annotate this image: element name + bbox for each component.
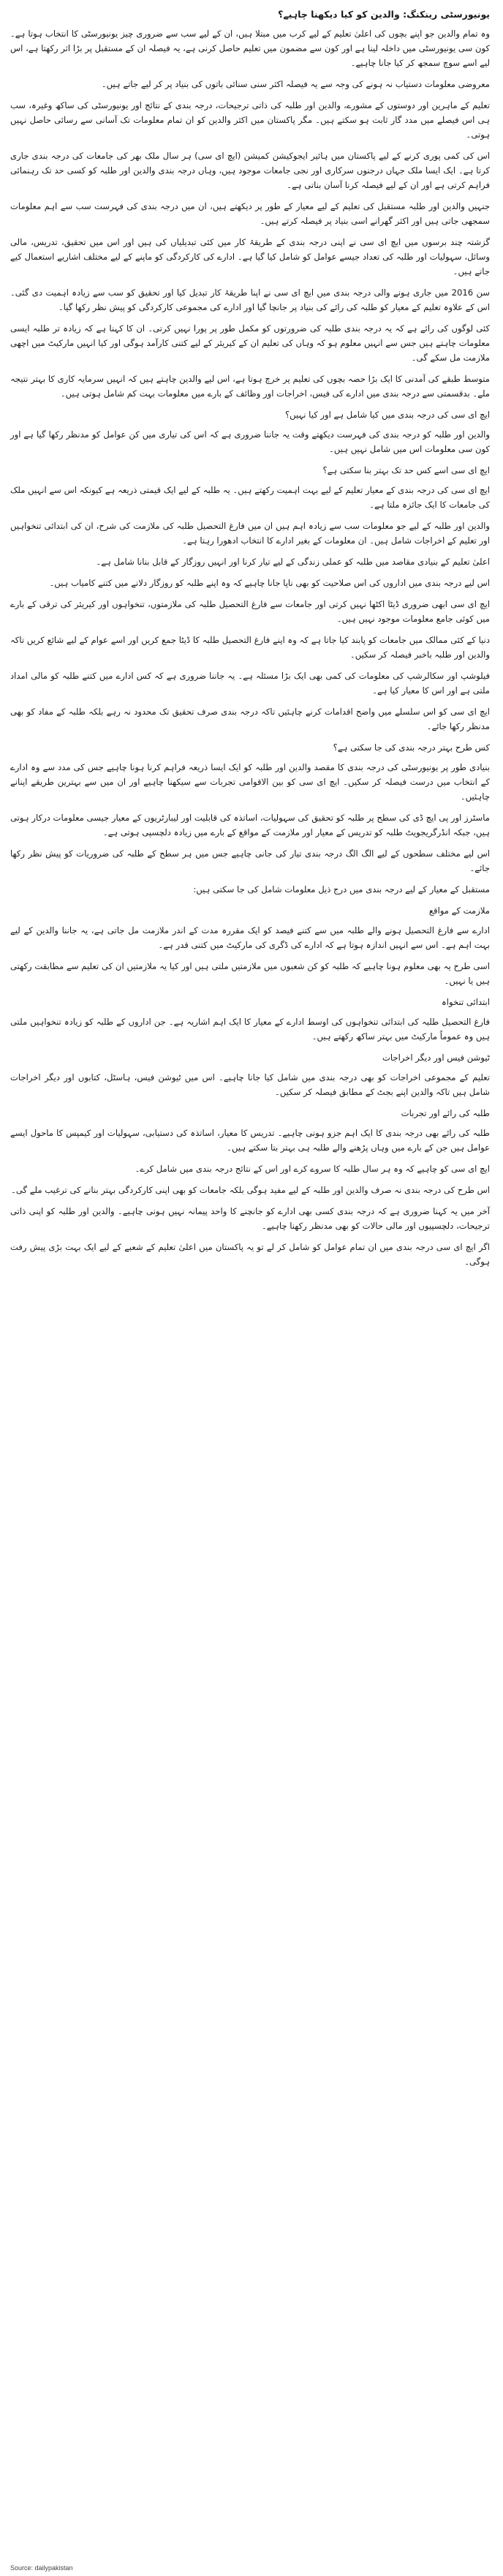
article-paragraph: مستقبل کے معیار کے لیے درجہ بندی میں درج ذیل معلومات شامل کی جا سکتی ہیں: bbox=[193, 884, 490, 895]
article-paragraph: ایچ ای سی کو اس سلسلے میں واضح اقدامات کرنے چاہئیں تاکہ درجہ بندی صرف تحقیق تک محدود نہ رہے بلکہ طلبہ کے مفاد کو بھی مدنظر رکھا جائے۔ bbox=[10, 707, 490, 731]
article-paragraph: سن 2016 میں جاری ہونے والی درجہ بندی میں ایچ ای سی نے اپنا طریقۂ کار تبدیل کیا اور تحقیق کو سب سے زیادہ اہمیت دی گئی۔ اس کے علاوہ تعلیم کے معیار کو طلبہ کی رائے کی بنیاد پر جانچا گیا اور ادارے کی مجموعی کارکردگی کو پیش نظر رکھا گیا۔ bbox=[10, 287, 490, 312]
section-heading: ایچ ای سی کی درجہ بندی میں کیا شامل ہے اور کیا نہیں؟ bbox=[285, 410, 490, 420]
article-paragraph: متوسط طبقے کی آمدنی کا ایک بڑا حصہ بچوں کی تعلیم پر خرچ ہوتا ہے، اس لیے والدین چاہتے ہیں کہ انہیں سرمایہ کاری کا بہتر نتیجہ ملے۔ بدقسمتی سے درجہ بندی میں ادارے کی فیس، اخراجات اور وظائف کے بارے میں معلومات بہت کم شامل ہوتی ہیں۔ bbox=[10, 374, 490, 399]
article-paragraph: اگر ایچ ای سی درجہ بندی میں ان تمام عوامل کو شامل کر لے تو یہ پاکستان میں اعلیٰ تعلیم کے شعبے کے لیے ایک بہت بڑی پیش رفت ہوگی۔ bbox=[10, 1242, 490, 1267]
section-heading: ابتدائی تنخواہ bbox=[441, 997, 490, 1007]
article-paragraph: اعلیٰ تعلیم کے بنیادی مقاصد میں طلبہ کو عملی زندگی کے لیے تیار کرنا اور انہیں روزگار کے قابل بنانا شامل ہے۔ bbox=[96, 557, 490, 567]
section-heading: طلبہ کی رائے اور تجربات bbox=[401, 1108, 490, 1118]
article-paragraph: اسی طرح یہ بھی معلوم ہونا چاہیے کہ طلبہ کو کن شعبوں میں ملازمتیں ملتی ہیں اور کیا یہ ملازمتیں ان کی تعلیم سے مطابقت رکھتی ہیں یا نہیں۔ bbox=[10, 961, 490, 986]
article-paragraph: ایچ ای سی کی درجہ بندی کے معیار تعلیم کے لیے بہت اہمیت رکھتے ہیں۔ یہ طلبہ کے لیے ایک قیمتی ذریعہ ہے کیونکہ اس سے انہیں ملک کی جامعات کا ایک جائزہ ملتا ہے۔ bbox=[10, 485, 490, 510]
article-paragraph: وہ تمام والدین جو اپنے بچوں کی اعلیٰ تعلیم کے لیے کرب میں مبتلا ہیں، ان کے لیے سب سے ضروری چیز یونیورسٹی کا انتخاب ہوتا ہے۔ کون سی یونیورسٹی میں داخلہ لینا ہے اور کون سے مضمون میں تعلیم حاصل کرنی ہے، یہ فیصلہ ان کے مستقبل پر بڑا اثر رکھتا ہے، اس لیے اسے سوچ سمجھ کر کیا جانا چاہیے۔ bbox=[10, 29, 490, 68]
article-paragraph: ماسٹرز اور پی ایچ ڈی کی سطح پر طلبہ کو تحقیق کی سہولیات، اساتذہ کی قابلیت اور لیبارٹریوں کے معیار جیسی معلومات درکار ہوتی ہیں، جبکہ انڈرگریجویٹ طلبہ کو تدریس کے معیار اور ملازمت کے مواقع کے بارے میں زیادہ دلچسپی ہوتی ہے۔ bbox=[10, 813, 490, 837]
article-paragraph: اس کی کمی پوری کرنے کے لیے پاکستان میں ہائیر ایجوکیشن کمیشن (ایچ ای سی) ہر سال ملک بھر کی جامعات کی درجہ بندی جاری کرتا ہے۔ ایک ایسا ملک جہاں درجنوں سرکاری اور نجی جامعات موجود ہیں، وہاں درجہ بندی والدین اور طلبہ کو کسی حد تک رہنمائی فراہم کرتی ہے اور ان کے لیے فیصلہ کرنا آسان بناتی ہے۔ bbox=[10, 151, 490, 190]
section-heading: کس طرح بہتر درجہ بندی کی جا سکتی ہے؟ bbox=[333, 742, 490, 753]
article-paragraph: اس لیے درجہ بندی میں اداروں کی اس صلاحیت کو بھی ناپا جانا چاہیے کہ وہ اپنے طلبہ کو روزگار دلانے میں کتنے کامیاب ہیں۔ bbox=[49, 578, 490, 588]
article-paragraph: والدین اور طلبہ کو درجہ بندی کی فہرست دیکھتے وقت یہ جاننا ضروری ہے کہ اس کی تیاری میں کن عوامل کو مدنظر رکھا گیا ہے اور کون سی معلومات اس میں شامل نہیں ہیں۔ bbox=[10, 429, 490, 454]
article-paragraph: والدین اور طلبہ کے لیے جو معلومات سب سے زیادہ اہم ہیں ان میں فارغ التحصیل طلبہ کی ملازمت کی شرح، ان کی ابتدائی تنخواہیں اور تعلیم کے اخراجات شامل ہیں۔ ان معلومات کے بغیر ادارے کا انتخاب ادھورا رہتا ہے۔ bbox=[10, 521, 490, 546]
article-paragraph: طلبہ کی رائے بھی درجہ بندی کا ایک اہم جزو ہونی چاہیے۔ تدریس کا معیار، اساتذہ کی دستیابی، سہولیات اور کیمپس کا ماحول ایسے عوامل ہیں جن کے بارے میں وہاں پڑھنے والے طلبہ ہی بہتر بتا سکتے ہیں۔ bbox=[10, 1128, 490, 1153]
article-paragraph: ادارے سے فارغ التحصیل ہونے والے طلبہ میں سے کتنے فیصد کو ایک مقررہ مدت کے اندر ملازمت مل جاتی ہے، یہ جاننا والدین کے لیے بہت اہم ہے۔ اس سے انہیں اندازہ ہوتا ہے کہ ادارے کی ڈگری کی مارکیٹ میں کتنی قدر ہے۔ bbox=[10, 925, 490, 950]
article-paragraph: تعلیم کے ماہرین اور دوستوں کے مشورے، والدین اور طلبہ کی ذاتی ترجیحات، درجہ بندی کے نتائج اور یونیورسٹی کی ساکھ وغیرہ، سب ہی اس فیصلے میں مدد گار ثابت ہو سکتے ہیں۔ مگر پاکستان میں اکثر والدین کو ان تمام معلومات تک آسانی سے رسائی حاصل نہیں ہوتی۔ bbox=[10, 100, 490, 140]
article-paragraph: بنیادی طور پر یونیورسٹی کی درجہ بندی کا مقصد والدین اور طلبہ کو ایک ایسا ذریعہ فراہم کرنا ہونا چاہیے جس کی مدد سے وہ ادارے کے انتخاب میں درست فیصلہ کر سکیں۔ ایچ ای سی کو بین الاقوامی تجربات سے سیکھنا چاہیے اور ان میں سے بہترین طریقے اپنانے چاہئیں۔ bbox=[10, 762, 490, 802]
article-paragraph: ایچ ای سی کو چاہیے کہ وہ ہر سال طلبہ کا سروے کرے اور اس کے نتائج درجہ بندی میں شامل کرے۔ bbox=[135, 1164, 490, 1174]
article-paragraph: فیلوشپ اور سکالرشپ کی معلومات کی کمی بھی ایک بڑا مسئلہ ہے۔ یہ جاننا ضروری ہے کہ کس ادارے میں کتنے طلبہ کو مالی امداد ملتی ہے اور اس کا معیار کیا ہے۔ bbox=[10, 671, 490, 696]
article-paragraph: فارغ التحصیل طلبہ کی ابتدائی تنخواہوں کی اوسط ادارے کے معیار کا ایک اہم اشاریہ ہے۔ جن اداروں کے طلبہ کو زیادہ تنخواہیں ملتی ہیں وہ عموماً مارکیٹ میں بہتر ساکھ رکھتے ہیں۔ bbox=[10, 1017, 490, 1042]
source-credit: Source: dailypakistan bbox=[10, 2564, 73, 2572]
article-paragraph: گزشتہ چند برسوں میں ایچ ای سی نے اپنی درجہ بندی کے طریقۂ کار میں کئی تبدیلیاں کی ہیں اور اس میں تحقیق، تدریس، مالی وسائل، سہولیات اور طلبہ کی تعداد جیسے عوامل کو شامل کیا گیا ہے۔ ادارے کی کارکردگی کو ماپنے کے لیے مختلف اشاریے استعمال کیے جاتے ہیں۔ bbox=[10, 237, 490, 276]
article-paragraph: تعلیم کے مجموعی اخراجات کو بھی درجہ بندی میں شامل کیا جانا چاہیے۔ اس میں ٹیوشن فیس، ہاسٹل، کتابوں اور دیگر اخراجات شامل ہیں تاکہ والدین اپنے بجٹ کے مطابق فیصلہ کر سکیں۔ bbox=[10, 1072, 490, 1097]
article-body bbox=[10, 26, 490, 1269]
article-title: یونیورسٹی رینکنگ: والدین کو کیا دیکھنا چاہیے؟ bbox=[278, 9, 490, 20]
article-paragraph: ایچ ای سی ابھی ضروری ڈیٹا اکٹھا نہیں کرتی اور جامعات سے فارغ التحصیل طلبہ کی ملازمتوں، تنخواہوں اور کیریئر کی ترقی کے بارے میں کوئی جامع معلومات موجود نہیں ہیں۔ bbox=[10, 599, 490, 624]
section-heading: ملازمت کے مواقع bbox=[428, 905, 490, 916]
section-heading: ٹیوشن فیس اور دیگر اخراجات bbox=[382, 1052, 490, 1063]
article-paragraph: جنہیں والدین اور طلبہ مستقبل کی تعلیم کے لیے معیار کے طور پر دیکھتے ہیں، ان میں درجہ بندی کی فہرست سب سے اہم معلومات سمجھی جاتی ہیں اور اکثر گھرانے اسی بنیاد پر فیصلہ کرتے ہیں۔ bbox=[10, 201, 490, 226]
article-paragraph: معروضی معلومات دستیاب نہ ہونے کی وجہ سے یہ فیصلہ اکثر سنی سنائی باتوں کی بنیاد پر کر لیے جاتے ہیں۔ bbox=[101, 79, 490, 89]
section-heading: ایچ ای سی اسے کس حد تک بہتر بنا سکتی ہے؟ bbox=[322, 465, 490, 475]
article-paragraph: اس لیے مختلف سطحوں کے لیے الگ الگ درجہ بندی تیار کی جانی چاہیے جس میں ہر سطح کے طلبہ کی ضروریات کو پیش نظر رکھا جائے۔ bbox=[10, 848, 490, 873]
article-paragraph: آخر میں یہ کہنا ضروری ہے کہ درجہ بندی کسی بھی ادارے کو جانچنے کا واحد پیمانہ نہیں ہونی چاہیے۔ والدین اور طلبہ کو اپنی ذاتی ترجیحات، دلچسپیوں اور مالی حالات کو بھی مدنظر رکھنا چاہیے۔ bbox=[10, 1206, 490, 1231]
article-paragraph: اس طرح کی درجہ بندی نہ صرف والدین اور طلبہ کے لیے مفید ہوگی بلکہ جامعات کو بھی اپنی کارکردگی بہتر بنانے کی ترغیب ملے گی۔ bbox=[11, 1185, 490, 1195]
article-paragraph: کئی لوگوں کی رائے ہے کہ یہ درجہ بندی طلبہ کی ضرورتوں کو مکمل طور پر پورا نہیں کرتی۔ ان کا کہنا ہے کہ زیادہ تر طلبہ ایسی معلومات چاہتے ہیں جس سے انہیں معلوم ہو کہ وہاں کی تعلیم ان کے کیریئر کے لیے کتنی کارآمد ہوگی اور کیا انہیں مارکیٹ میں اچھی ملازمت مل سکے گی۔ bbox=[10, 323, 490, 363]
article-paragraph: دنیا کے کئی ممالک میں جامعات کو پابند کیا جاتا ہے کہ وہ اپنے فارغ التحصیل طلبہ کا ڈیٹا جمع کریں اور اسے عوام کے لیے شائع کریں تاکہ والدین اور طلبہ باخبر فیصلہ کر سکیں۔ bbox=[10, 635, 490, 660]
